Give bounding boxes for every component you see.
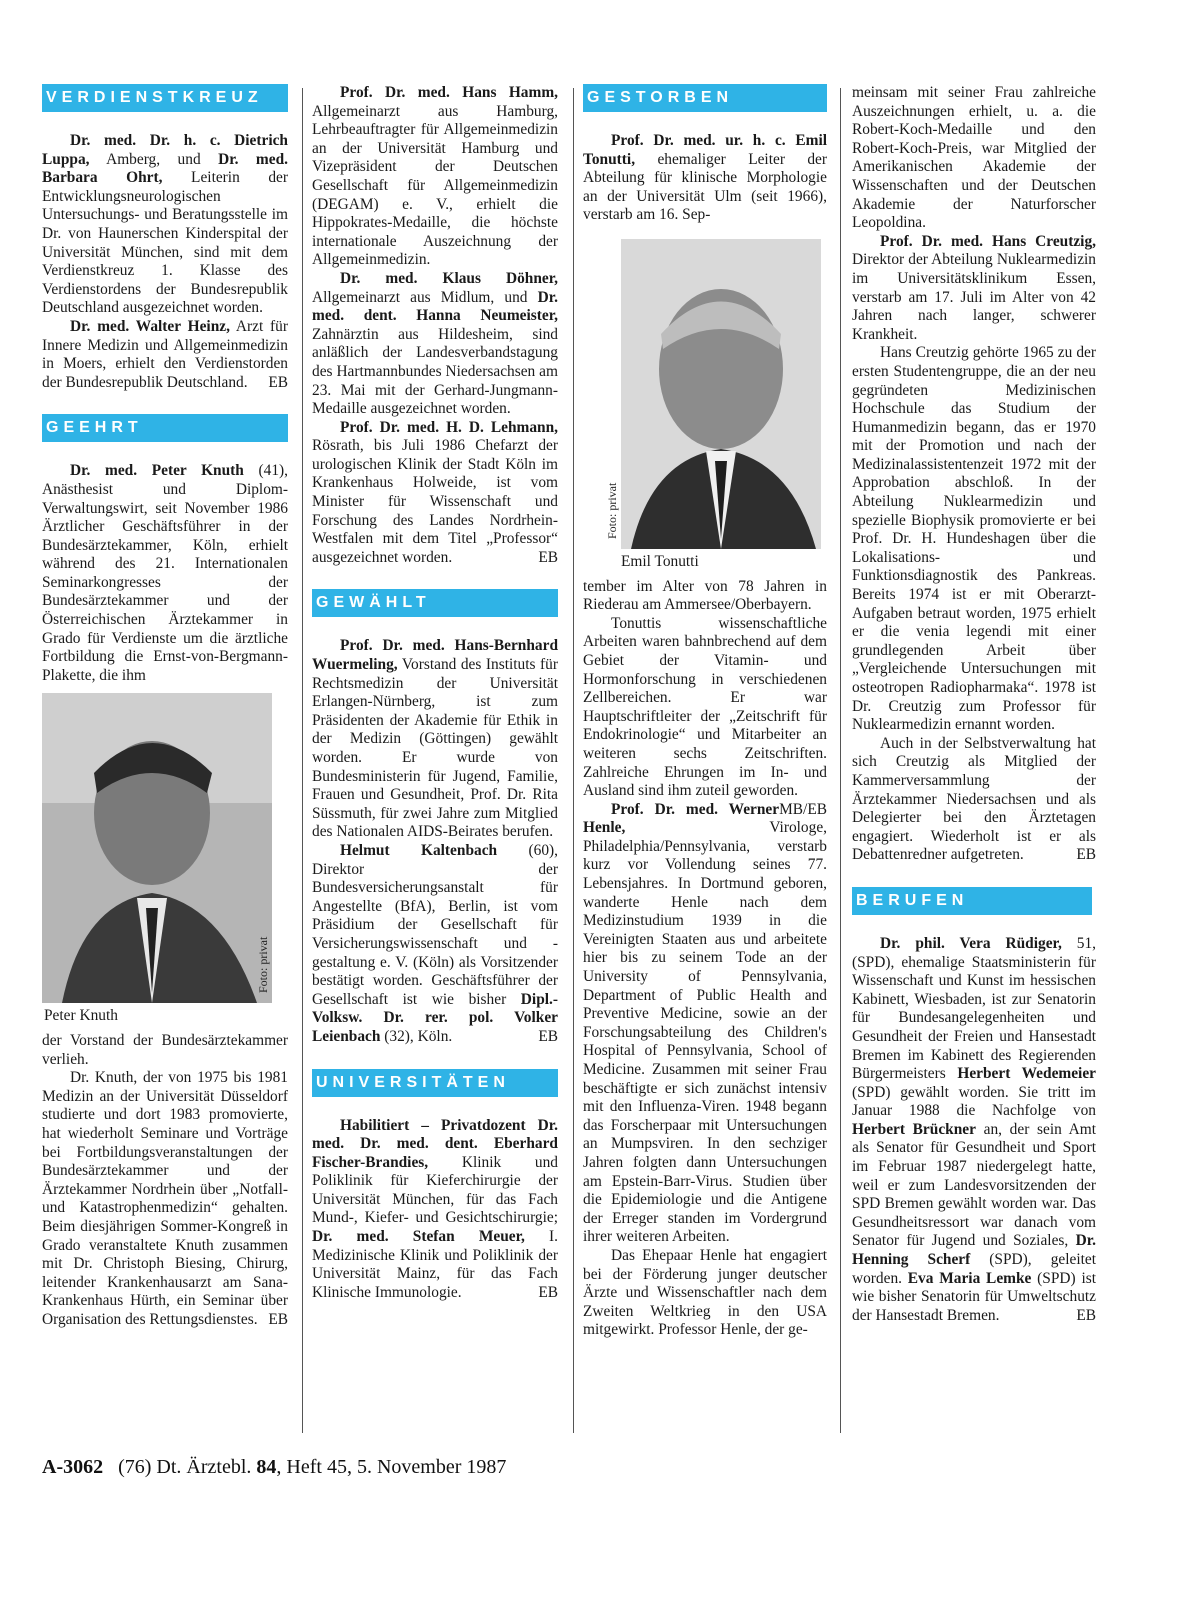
paragraph: Das Ehepaar Henle hat engagiert bei der Förderung junger deutscher Ärzte und Wissenschaftler nach dem Zweiten Weltkrieg in den USA mitgewirkt. Professor Henle, der ge- bbox=[583, 1246, 827, 1339]
page-footer bbox=[42, 1456, 506, 1479]
portrait-photo-peter-knuth bbox=[42, 693, 272, 1003]
paragraph: Prof. Dr. med. ur. h. c. Emil Tonutti, ehemaliger Leiter der Abteilung für klinische Morphologie an der Universität Ulm (seit 1966), verstarb am 16. Sep- bbox=[583, 132, 827, 224]
section-header-universitaeten: UNIVERSITÄTEN bbox=[312, 1069, 558, 1097]
column-3 bbox=[583, 84, 827, 1340]
paragraph: tember im Alter von 78 Jahren in Riederau am Ammersee/Oberbayern. bbox=[583, 577, 827, 614]
paragraph: Dr. med. Peter Knuth (41), Anästhesist und Diplom-Verwaltungswirt, seit November 1986 Ärztlicher Geschäftsführer in der Bundesärztekammer, Köln, erhielt während des 21. Internationalen Seminarkongresses der Bundesärztekammer und der Österreichischen Ärztekammer in Grado für Verdienste um die ärztliche Fortbildung die Ernst-von-Bergmann-Plakette, die ihm bbox=[42, 462, 289, 684]
column-1 bbox=[42, 84, 288, 1330]
column-2 bbox=[312, 84, 558, 1302]
photo-caption: Peter Knuth bbox=[44, 1007, 118, 1025]
section-header-gewaehlt: GEWÄHLT bbox=[312, 589, 558, 617]
paragraph: Prof. Dr. med. Hans-Bernhard Wuermeling, Vorstand des Instituts für Rechtsmedizin der Universität Erlangen-Nürnberg, ist zum Präsidenten der Akademie für Ethik in der Medizin (Göttingen) gewählt worden. Er wurde von Bundesministerin für Jugend, Familie, Frauen und Gesundheit, Prof. Dr. Rita Süssmuth, für zwei Jahre zum Mitglied des Nationalen AIDS-Beirates berufen. bbox=[312, 637, 558, 841]
section-header-geehrt: GEEHRT bbox=[42, 414, 288, 442]
paragraph: Dr. med. Klaus Döhner, Allgemeinarzt aus Midlum, und Dr. med. dent. Hanna Neumeister, Zahnärztin aus Hildesheim, sind anläßlich der Landesverbandstagung des Hartmannbundes Niedersachsen am 23. Mai mit der Gerhard-Jungmann-Medaille ausgezeichnet worden. bbox=[312, 269, 558, 418]
paragraph: Prof. Dr. med. Hans Hamm, Allgemeinarzt aus Hamburg, Lehrbeauftragter für Allgemeinmedizin an der Universität Hamburg und Vizepräsident der Deutschen Gesellschaft für Allgemeinmedizin (DEGAM) e. V., erhielt die Hippokrates-Medaille, die höchste internationale Auszeichnung der Allgemeinmedizin. bbox=[312, 84, 558, 269]
column-rule bbox=[840, 88, 841, 1433]
paragraph: Prof. Dr. med. Werner Henle, Virologe, Philadelphia/Pennsylvania, verstarb kurz vor Vollendung seines 77. Lebensjahres. In Dortmund geboren, wanderte Henle nach dem Medizinstudium 1939 in die Vereinigten Staaten aus und arbeitete hier bis zu seinem Tode an der University of Pennsylvania, Department of Public Health and Preventive Medicine, sowie an der Forschungsabteilung des Children's Hospital of Pennsylvania, School of Medicine. Zusammen mit seiner Frau beschäftigte er sich zunächst intensiv mit den Influenza-Viren. 1948 begann das Forscherpaar mit Untersuchungen an Mumpsviren. In den sechziger Jahren folgten dann Untersuchungen am Epstein-Barr-Virus. Studien über die Epidemiologie und die Antigene der Erreger standen im Vordergrund ihrer weiteren Arbeiten. bbox=[583, 800, 827, 1246]
paragraph: Prof. Dr. med. Hans Creutzig, Direktor der Abteilung Nuklearmedizin im Universitätsklinikum Essen, verstarb am 17. Juli im Alter von 42 Jahren nach langer, schwerer Krankheit. bbox=[852, 232, 1096, 343]
column-4 bbox=[852, 84, 1096, 1325]
paragraph: Habilitiert – Privatdozent Dr. med. Dr. med. dent. Eberhard Fischer-Brandies, Klinik und Poliklinik für Kieferchirurgie der Universität München, für das Fach Mund-, Kiefer- und Gesichtschirurgie; Dr. med. Stefan Meuer, I. Medizinische Klinik und Poliklinik der Universität Mainz, für das Fach Klinische Immunologie. EB bbox=[312, 1116, 559, 1301]
photo-credit: Foto: privat bbox=[256, 937, 270, 994]
section-header-berufen: BERUFEN bbox=[852, 887, 1092, 915]
volume: 84 bbox=[256, 1456, 277, 1478]
paragraph: der Vorstand der Bundesärztekammer verlieh. bbox=[42, 1032, 288, 1068]
paragraph: meinsam mit seiner Frau zahlreiche Auszeichnungen erhielt, u. a. die Robert-Koch-Medaille und den Robert-Koch-Preis, war Mitglied der Amerikanischen Akademie der Wissenschaften und der Deutschen Akademie der Naturforscher Leopoldina. bbox=[852, 84, 1096, 232]
portrait-photo-emil-tonutti bbox=[605, 239, 821, 549]
issue-date: , Heft 45, 5. November 1987 bbox=[276, 1456, 507, 1478]
paragraph: Tonuttis wissenschaftliche Arbeiten waren bahnbrechend auf dem Gebiet der Vitamin- und Hormonforschung in verschiedenen Zellbereichen. Er war Hauptschriftleiter der „Zeitschrift für Endokrinologie“ und Mitarbeiter an weiteren sechs Zeitschriften. Zahlreiche Ehrungen im In- und Ausland sind ihm zuteil geworden. MB/EB bbox=[583, 614, 827, 818]
paragraph: Dr. med. Dr. h. c. Dietrich Luppa, Amberg, und Dr. med. Barbara Ohrt, Leiterin der Entwicklungsneurologischen Untersuchungs- und Beratungsstelle im Dr. von Haunerschen Kinderspital der Universität München, sind mit dem Verdienstkreuz 1. Klasse des Verdienstordens der Bundesrepublik Deutschland ausgezeichnet worden. bbox=[42, 132, 288, 317]
photo-caption: Emil Tonutti bbox=[621, 552, 699, 570]
section-header-gestorben: GESTORBEN bbox=[583, 84, 827, 112]
column-rule bbox=[302, 88, 303, 1433]
paragraph: Dr. Knuth, der von 1975 bis 1981 Medizin an der Universität Düsseldorf studierte und dort 1983 promovierte, hat wiederholt Seminare und Vorträge bei Fortbildungsveranstaltungen der Bundesärztekammer und der Ärztekammer Nordrhein über „Notfall- und Katastrophenmedizin“ gehalten. Beim diesjährigen Sommer-Kongreß in Grado veranstaltete Knuth zusammen mit Dr. Christoph Biesing, Chirurg, leitender Krankenhausarzt am Sana-Krankenhaus Hürth, ein Seminar über Organisation des Rettungsdienstes. EB bbox=[42, 1069, 288, 1328]
paragraph: Auch in der Selbstverwaltung hat sich Creutzig als Mitglied der Kammerversammlung der Ärztekammer Niedersachsen und als Delegierter bei den Ärztetagen engagiert. Wiederholt ist er als Debattenredner aufgetreten. EB bbox=[852, 734, 1096, 864]
page-number: A-3062 bbox=[42, 1456, 104, 1478]
section-header-verdienstkreuz: VERDIENSTKREUZ bbox=[42, 84, 288, 112]
paragraph: Hans Creutzig gehörte 1965 zu der ersten Studentengruppe, die an der neu gegründeten Medizinischen Hochschule das Studium der Humanmedizin begann, das er 1970 mit der Promotion und nach der Medizinalassistentenzeit 1972 mit der Approbation abschloß. In der Abteilung Nuklearmedizin und spezielle Biophysik promovierte er bei Prof. Dr. H. Hundeshagen über die Lokalisations- und Funktionsdiagnostik des Pankreas. Bereits 1974 ist er mit Oberarzt-Aufgaben betraut worden, 1975 erhielt er die venia legendi mit einer grundlegenden Arbeit über „Vergleichende Untersuchungen mit osteotropen Radiopharmaka“. 1978 ist Dr. Creutzig zum Professor für Nuklearmedizin ernannt worden. bbox=[852, 344, 1096, 734]
paragraph: Helmut Kaltenbach (60), Direktor der Bundesversicherungsanstalt für Angestellte (BfA), Berlin, ist vom Präsidium der Gesellschaft für Versicherungswissenschaft und -gestaltung e. V. (Köln) als Vorsitzender bestätigt worden. Geschäftsführer der Gesellschaft ist wie bisher Dipl.-Volksw. Dr. rer. pol. Volker Leienbach (32), Köln. EB bbox=[312, 841, 558, 1045]
paragraph: Dr. med. Walter Heinz, Arzt für Innere Medizin und Allgemeinmedizin in Moers, erhielt den Verdienstorden der Bundesrepublik Deutschland. EB bbox=[42, 317, 289, 391]
paragraph: Dr. phil. Vera Rüdiger, 51, (SPD), ehemalige Staatsministerin für Wissenschaft und Kunst im hessischen Kabinett, Wiesbaden, ist zur Senatorin für Bundesangelegenheiten und Gesundheit der Freien und Hansestadt Bremen im Kabinett des Regierenden Bürgermeisters Herbert Wedemeier (SPD) gewählt worden. Sie tritt im Januar 1988 die Nachfolge von Herbert Brückner an, der sein Amt als Senator für Gesundheit und Sport im Februar 1987 niedergelegt hatte, weil er zum Landesvorsitzenden der SPD Bremen gewählt worden war. Das Gesundheitsressort war danach vom Senator für Jugend und Soziales, Dr. Henning Scherf (SPD), geleitet worden. Eva Maria Lemke (SPD) ist wie bisher Senatorin für Umweltschutz der Hansestadt Bremen. EB bbox=[852, 934, 1096, 1324]
journal-ref: (76) Dt. Ärztebl. bbox=[118, 1456, 257, 1478]
photo-credit: Foto: privat bbox=[605, 482, 619, 539]
column-rule bbox=[573, 88, 574, 1433]
paragraph: Prof. Dr. med. H. D. Lehmann, Rösrath, bis Juli 1986 Chefarzt der urologischen Klinik der Stadt Köln im Krankenhaus Holweide, ist vom Minister für Wissenschaft und Forschung des Landes Nordrhein-Westfalen mit dem Titel „Professor“ ausgezeichnet worden. EB bbox=[312, 418, 558, 566]
